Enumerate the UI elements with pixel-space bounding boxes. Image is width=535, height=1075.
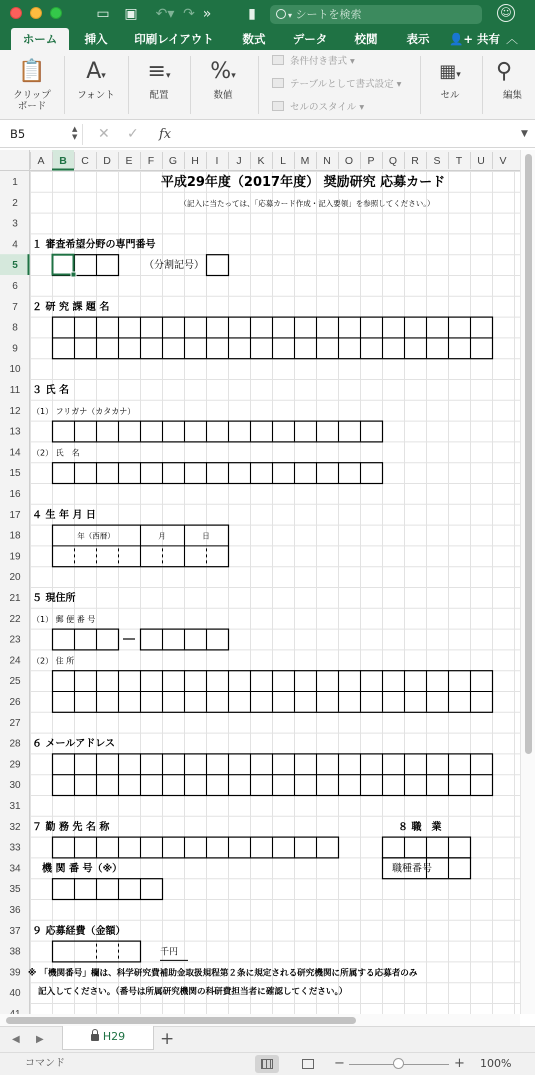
function-icon[interactable]: fx (159, 127, 172, 142)
row-header-16: 16 (9, 489, 21, 500)
align-label: 配置 (149, 90, 169, 101)
row-header-39: 39 (9, 967, 21, 979)
column-header-N: N (323, 155, 331, 167)
row-header-1: 1 (12, 177, 18, 188)
table-icon (272, 78, 284, 88)
sidebar-icon[interactable]: ▭ (96, 6, 110, 22)
close-window-button[interactable] (10, 7, 22, 19)
align-icon: ≡▾ (147, 59, 171, 84)
row-header-9: 9 (12, 343, 18, 355)
spreadsheet-grid[interactable] (0, 150, 520, 1014)
ribbon-tabs (0, 28, 535, 50)
workplace-cells[interactable] (53, 837, 339, 858)
section-9-label: ９ 応募経費（金額） (32, 925, 126, 937)
document-icon: ▮ (248, 6, 256, 22)
address-label: （2） 住 所 (32, 656, 75, 666)
ribbon-divider (128, 56, 129, 114)
ribbon-divider (420, 56, 421, 114)
title-bar (0, 0, 535, 28)
postal-code-first-cells[interactable] (53, 629, 119, 650)
add-person-icon: 👤+ (449, 32, 473, 46)
number-label: 数値 (213, 90, 233, 101)
expense-unit-label: 千円 (160, 947, 179, 958)
cell-style-icon (272, 101, 284, 111)
row-header-30: 30 (9, 780, 21, 792)
share-button[interactable] (449, 28, 500, 50)
column-header-I: I (215, 155, 219, 167)
page-layout-view-button[interactable] (296, 1055, 320, 1073)
column-header-F: F (147, 155, 155, 167)
row-header-40: 40 (9, 988, 21, 1000)
column-header-A: A (37, 155, 45, 167)
magnifier-icon: ⚲ (496, 59, 513, 84)
active-cell-B5[interactable] (53, 255, 74, 275)
tab-page-layout[interactable]: 印刷レイアウト (134, 32, 214, 46)
ribbon-divider (258, 56, 259, 114)
redo-icon[interactable]: ↷ (183, 6, 195, 22)
row-header-23: 23 (9, 634, 21, 646)
row-header-22: 22 (9, 613, 21, 625)
chevron-down-icon[interactable]: ▼ (521, 129, 528, 139)
confirm-icon[interactable]: ✓ (127, 126, 139, 142)
row-header-26: 26 (9, 697, 21, 708)
row-header-4: 4 (12, 239, 18, 251)
row-header-31: 31 (9, 801, 21, 812)
section-5-label: ５ 現住所 (32, 593, 76, 604)
normal-view-button[interactable] (255, 1055, 279, 1073)
sheet-canvas[interactable] (0, 150, 520, 1014)
specialty-number-cells[interactable] (53, 255, 119, 276)
row-header-8: 8 (12, 322, 18, 334)
font-group[interactable] (68, 54, 124, 101)
name-box-stepper-icon[interactable]: ▲ ▼ (72, 125, 78, 141)
editing-label: 編集 (503, 90, 523, 101)
row-header-11: 11 (9, 385, 21, 396)
font-icon: A▾ (86, 59, 106, 84)
column-header-U: U (477, 155, 485, 167)
zoom-out-button[interactable]: − (334, 1056, 345, 1071)
column-header-R: R (411, 155, 419, 167)
form-subtitle: （記入に当たっては、「応募カード作成・記入要領」を参照してください。） (179, 198, 435, 208)
lock-icon (91, 1034, 99, 1041)
row-header-12: 12 (9, 405, 21, 417)
name-cells[interactable] (53, 463, 383, 484)
row-header-3: 3 (12, 218, 18, 230)
more-icon[interactable]: » (202, 6, 212, 22)
row-header-14: 14 (9, 447, 21, 459)
column-header-P: P (367, 155, 375, 167)
section-2-label: ２ 研 究 課 題 名 (32, 301, 110, 313)
save-icon[interactable]: ▣ (124, 6, 138, 22)
add-sheet-button[interactable]: + (160, 1029, 175, 1049)
horizontal-scroll-thumb[interactable] (6, 1017, 356, 1024)
alignment-group[interactable] (132, 54, 186, 101)
section-4-label: ４ 生 年 月 日 (32, 509, 96, 521)
grid-view-icon (261, 1059, 273, 1069)
note-line-2: 記入してください。（番号は所属研究機関の科研費担当者に確認してください。） (38, 987, 348, 998)
section-1-label: １ 審査希望分野の専門番号 (32, 239, 156, 251)
column-header-B: B (59, 155, 67, 167)
ribbon-divider (64, 56, 65, 114)
row-header-7: 7 (12, 301, 18, 313)
ribbon-divider (482, 56, 483, 114)
minimize-window-button[interactable] (30, 7, 42, 19)
cells-label: セル (440, 90, 460, 101)
job-number-label: 職種番号 (392, 863, 432, 875)
section-7-label: ７ 勤 務 先 名 称 (32, 821, 110, 833)
editing-group[interactable] (490, 54, 535, 101)
column-header-Q: Q (388, 155, 398, 167)
row-header-35: 35 (9, 884, 21, 896)
column-header-J: J (236, 155, 242, 167)
zoom-level: 100% (480, 1057, 512, 1070)
column-header-S: S (433, 155, 441, 167)
birth-year-label: 年（西暦） (77, 531, 115, 541)
clipboard-icon: 📋 (18, 59, 46, 84)
zoom-in-button[interactable]: + (454, 1056, 465, 1071)
row-header-19: 19 (9, 551, 21, 563)
sheet-tab-h29[interactable] (62, 1026, 154, 1050)
row-header-21: 21 (9, 593, 21, 604)
search-icon (276, 9, 286, 19)
row-header-28: 28 (9, 738, 21, 750)
share-label: 共有 (476, 32, 500, 46)
cell-styles-button[interactable]: セルのスタイル ▾ (272, 100, 364, 116)
fill-handle (71, 272, 76, 277)
row-header-34: 34 (9, 863, 21, 875)
column-header-E: E (125, 155, 133, 167)
name-box[interactable]: B5 (4, 124, 83, 145)
row-header-24: 24 (9, 655, 21, 667)
sheet-tab-label: H29 (102, 1030, 126, 1043)
section-6-label: ６ メールアドレス (32, 738, 115, 750)
clipboard-group[interactable] (4, 54, 60, 112)
page-view-icon (302, 1059, 314, 1069)
formula-bar (0, 121, 535, 148)
institution-number-cells[interactable] (53, 879, 163, 900)
cells-group[interactable] (424, 54, 476, 101)
vertical-scrollbar[interactable] (520, 150, 535, 1014)
previous-sheet-icon[interactable]: ◀ (12, 1034, 20, 1045)
column-header-G: G (168, 155, 178, 167)
tab-home[interactable]: ホーム (11, 28, 69, 50)
search-input[interactable]: ▾ シートを検索 (270, 5, 482, 24)
row-header-13: 13 (9, 426, 21, 438)
tab-data[interactable]: データ (292, 32, 328, 46)
institution-number-label: 機 関 番 号（※） (42, 863, 123, 875)
tab-formulas[interactable]: 数式 (242, 32, 266, 46)
formula-input[interactable] (184, 124, 514, 145)
row-header-36: 36 (9, 905, 21, 916)
column-header-M: M (300, 155, 310, 167)
number-group[interactable] (194, 54, 252, 101)
row-header-2: 2 (12, 197, 18, 209)
furigana-label: （1） フリガナ（カタカナ） (32, 406, 136, 416)
row-header-6: 6 (12, 281, 18, 292)
row-header-20: 20 (9, 572, 21, 584)
undo-icon[interactable]: ↶▾ (155, 6, 175, 22)
column-header-K: K (257, 155, 265, 167)
column-header-D: D (103, 155, 111, 167)
column-header-C: C (81, 155, 89, 167)
birth-month-label: 月 (158, 531, 166, 541)
row-header-15: 15 (9, 468, 21, 480)
row-header-32: 32 (9, 821, 21, 833)
postal-code-label: （1） 郵 便 番 号 (32, 614, 96, 624)
row-header-18: 18 (9, 530, 21, 542)
conditional-format-button[interactable]: 条件付き書式 ▾ (272, 54, 355, 70)
column-header-H: H (191, 155, 199, 167)
font-label: フォント (77, 90, 115, 101)
row-header-17: 17 (9, 509, 21, 521)
vertical-scroll-thumb[interactable] (525, 154, 532, 754)
tab-view[interactable]: 表示 (406, 32, 430, 46)
chevron-up-icon[interactable]: ︿ (506, 32, 519, 46)
division-code-cell[interactable] (207, 255, 229, 276)
row-header-33: 33 (9, 842, 21, 854)
column-header-T: T (455, 155, 463, 167)
note-line-1: ※ 「機関番号」欄は、科学研究費補助金取扱規程第２条に規定される研究機関に所属する応募者のみ (28, 968, 418, 979)
sheet-tab-bar (0, 1026, 535, 1052)
row-header-29: 29 (9, 759, 21, 771)
row-header-10: 10 (9, 364, 21, 376)
percent-icon: %▾ (210, 59, 236, 84)
column-header-O: O (344, 155, 354, 167)
column-header-L: L (280, 155, 286, 167)
cells-icon: ▦▾ (439, 61, 461, 82)
row-header-37: 37 (9, 925, 21, 937)
ribbon-divider (190, 56, 191, 114)
birth-day-label: 日 (202, 531, 210, 541)
format-as-table-button[interactable]: テーブルとして書式設定 ▾ (272, 77, 401, 93)
tab-insert[interactable]: 挿入 (84, 32, 108, 46)
section-3-label: ３ 氏 名 (32, 385, 69, 396)
search-placeholder: シートを検索 (295, 8, 362, 21)
row-header-5: 5 (12, 260, 18, 272)
conditional-format-icon (272, 55, 284, 65)
row-header-38: 38 (9, 946, 21, 958)
division-code-label: （分割記号） (144, 260, 204, 272)
status-mode: コマンド (25, 1058, 65, 1069)
column-header-V: V (499, 155, 507, 167)
horizontal-scrollbar[interactable] (0, 1014, 520, 1026)
status-bar (0, 1052, 535, 1075)
next-sheet-icon[interactable]: ▶ (36, 1034, 44, 1045)
furigana-cells[interactable] (53, 421, 383, 442)
cancel-icon[interactable]: ✕ (98, 126, 110, 142)
smile-icon[interactable]: ☺ (497, 4, 515, 22)
tab-review[interactable]: 校閲 (354, 32, 378, 46)
zoom-window-button[interactable] (50, 7, 62, 19)
row-header-25: 25 (9, 676, 21, 688)
row-header-27: 27 (9, 717, 21, 729)
form-title: 平成29年度（2017年度） 奨励研究 応募カード (160, 175, 446, 190)
clipboard-label: クリップ ボード (13, 90, 51, 112)
section-8-label: ８ 職 業 (398, 821, 442, 833)
zoom-slider-knob[interactable] (393, 1058, 404, 1069)
name-label: （2） 氏 名 (32, 448, 80, 458)
ribbon (0, 50, 535, 120)
